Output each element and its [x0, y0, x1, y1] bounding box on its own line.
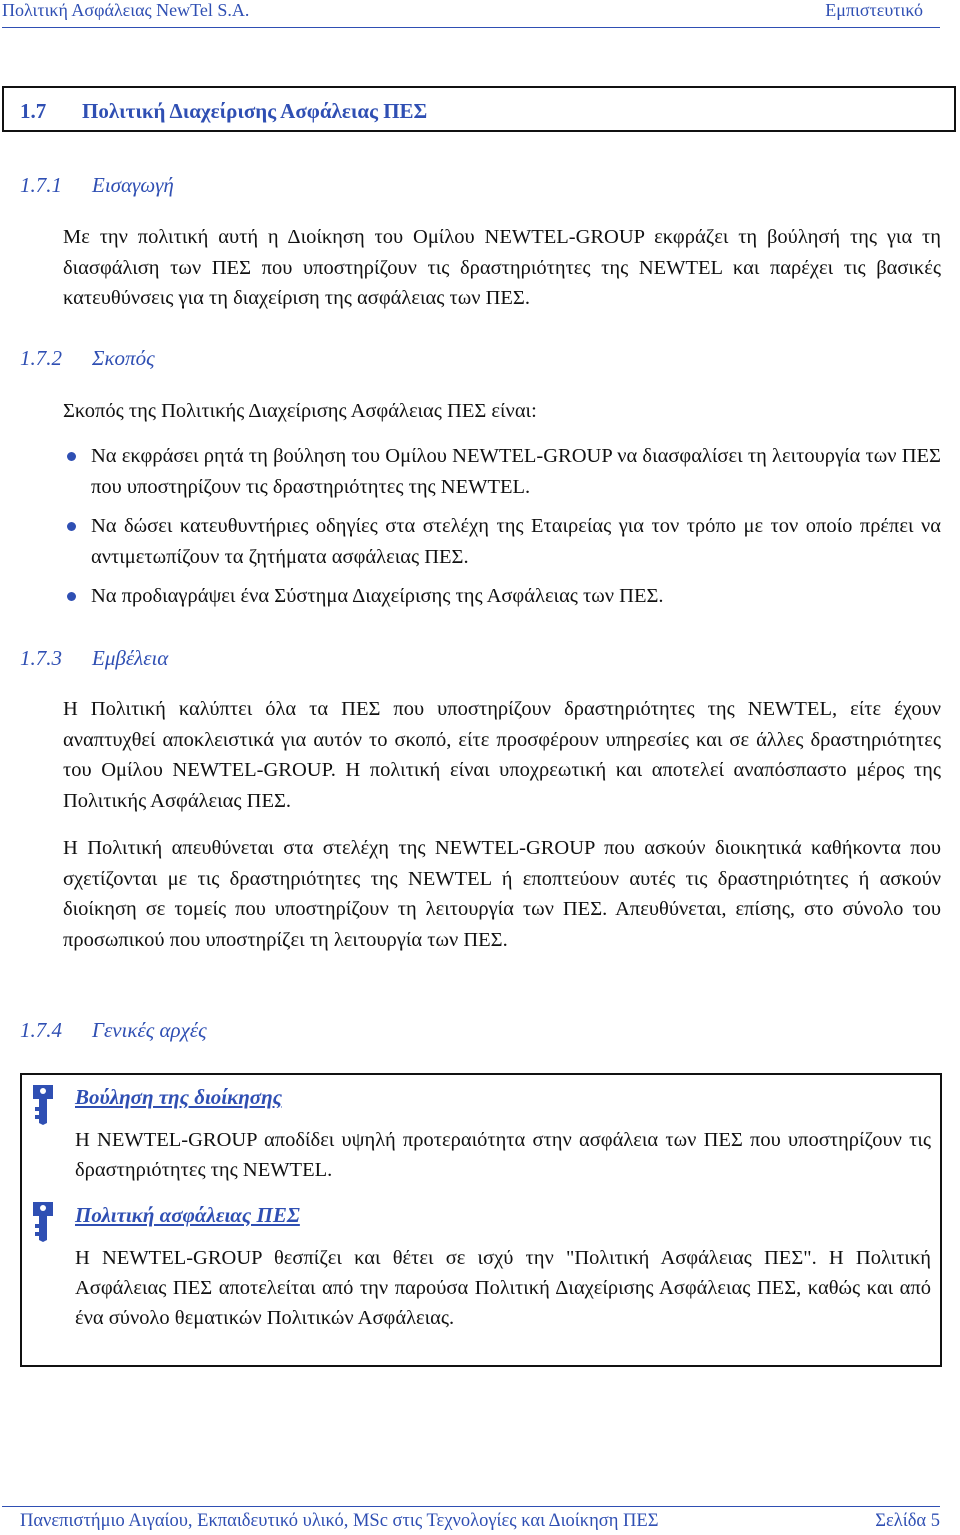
bullet-dot — [67, 592, 76, 601]
principle-title: Βούληση της διοίκησης — [75, 1085, 282, 1109]
subsection-heading-intro: 1.7.1 Εισαγωγή — [20, 173, 174, 197]
subsection-heading-principles: 1.7.4 Γενικές αρχές — [20, 1018, 207, 1042]
header-rule — [2, 27, 940, 28]
principle-text: Η NEWTEL-GROUP αποδίδει υψηλή προτεραιότητα στην ασφάλεια των ΠΕΣ που υποστηρίζουν τις δραστηριότητες της NEWTEL. — [75, 1129, 931, 1181]
scope-paragraph-2: Η Πολιτική απευθύνεται στα στελέχη της NEWTEL-GROUP που ασκούν διοικητικά καθήκοντα που σχετίζονται με τις δραστηριότητες της NEWTEL ή εποπτεύουν αυτές τις δραστηριότητες ή ασκούν διοίκηση σε τομείς που υποστηρίζουν τη λειτουργία των ΠΕΣ. Απευθύνεται, επίσης, στο σύνολο του προσωπικού που υποστηρίζει τη λειτουργία των ΠΕΣ. — [63, 837, 941, 951]
scope-paragraph-1: Η Πολιτική καλύπτει όλα τα ΠΕΣ που υποστηρίζουν δραστηριότητες της NEWTEL, είτε έχουν αναπτυχθεί αποκλειστικά για αυτόν το σκοπό, είτε προσφέρουν υπηρεσίες και σε άλλες δραστηριότητες του Ομίλου NEWTEL-GROUP. Η πολιτική είναι υποχρεωτική και αποτελεί αναπόσπαστο μέρος της Πολιτικής Ασφάλειας ΠΕΣ. — [63, 698, 941, 812]
bullet-dot — [67, 522, 76, 531]
subsection-heading-scope: 1.7.3 Εμβέλεια — [20, 646, 169, 670]
principle-title: Πολιτική ασφάλειας ΠΕΣ — [75, 1203, 300, 1227]
list-item: Να προδιαγράψει ένα Σύστημα Διαχείρισης της Ασφάλειας των ΠΕΣ. — [63, 581, 941, 612]
purpose-list — [63, 441, 941, 612]
page-header — [0, 0, 960, 20]
header-doc-title: Πολιτική Ασφάλειας NewTel S.A. — [2, 0, 250, 20]
page-number: Σελίδα 5 — [875, 1511, 940, 1531]
list-item: Να δώσει κατευθυντήριες οδηγίες στα στελέχη της Εταιρείας για τον τρόπο με τον οποίο πρέπει να αντιμετωπίζουν τα ζητήματα ασφάλειας ΠΕΣ. — [63, 511, 941, 572]
footer-rule — [2, 1506, 940, 1507]
section-title — [20, 99, 427, 124]
bullet-dot — [67, 452, 76, 461]
subsection-heading-purpose: 1.7.2 Σκοπός — [20, 346, 155, 370]
header-classification: Εμπιστευτικό — [825, 0, 923, 20]
section-title-text: Πολιτική Διαχείρισης Ασφάλειας ΠΕΣ — [82, 99, 428, 123]
footer-source: Πανεπιστήμιο Αιγαίου, Εκπαιδευτικό υλικό, MSc στις Τεχνολογίες και Διοίκηση ΠΕΣ — [20, 1511, 659, 1531]
key-icon — [30, 1083, 56, 1125]
list-item: Να εκφράσει ρητά τη βούληση του Ομίλου NEWTEL-GROUP να διασφαλίσει τη λειτουργία των ΠΕΣ που υποστηρίζουν τις δραστηριότητες της NEWTEL. — [63, 441, 941, 502]
principle-text: Η NEWTEL-GROUP θεσπίζει και θέτει σε ισχύ την "Πολιτική Ασφάλειας ΠΕΣ". Η Πολιτική Ασφάλειας ΠΕΣ αποτελείται από την παρούσα Πολιτική Διαχείρισης Ασφάλειας ΠΕΣ, καθώς και από ένα σύνολο θεματικών Πολιτικών Ασφάλειας. — [75, 1247, 931, 1329]
key-icon — [30, 1200, 56, 1242]
intro-paragraph: Με την πολιτική αυτή η Διοίκηση του Ομίλου NEWTEL-GROUP εκφράζει τη βούλησή της για τη διασφάλιση των ΠΕΣ που υποστηρίζουν τις δραστηριότητες της NEWTEL και παρέχει τις βασικές κατευθύνσεις για τη διαχείριση της ασφάλειας των ΠΕΣ. — [63, 226, 941, 309]
section-number: 1.7 — [20, 99, 47, 123]
purpose-intro: Σκοπός της Πολιτικής Διαχείρισης Ασφάλειας ΠΕΣ είναι: — [63, 400, 537, 422]
